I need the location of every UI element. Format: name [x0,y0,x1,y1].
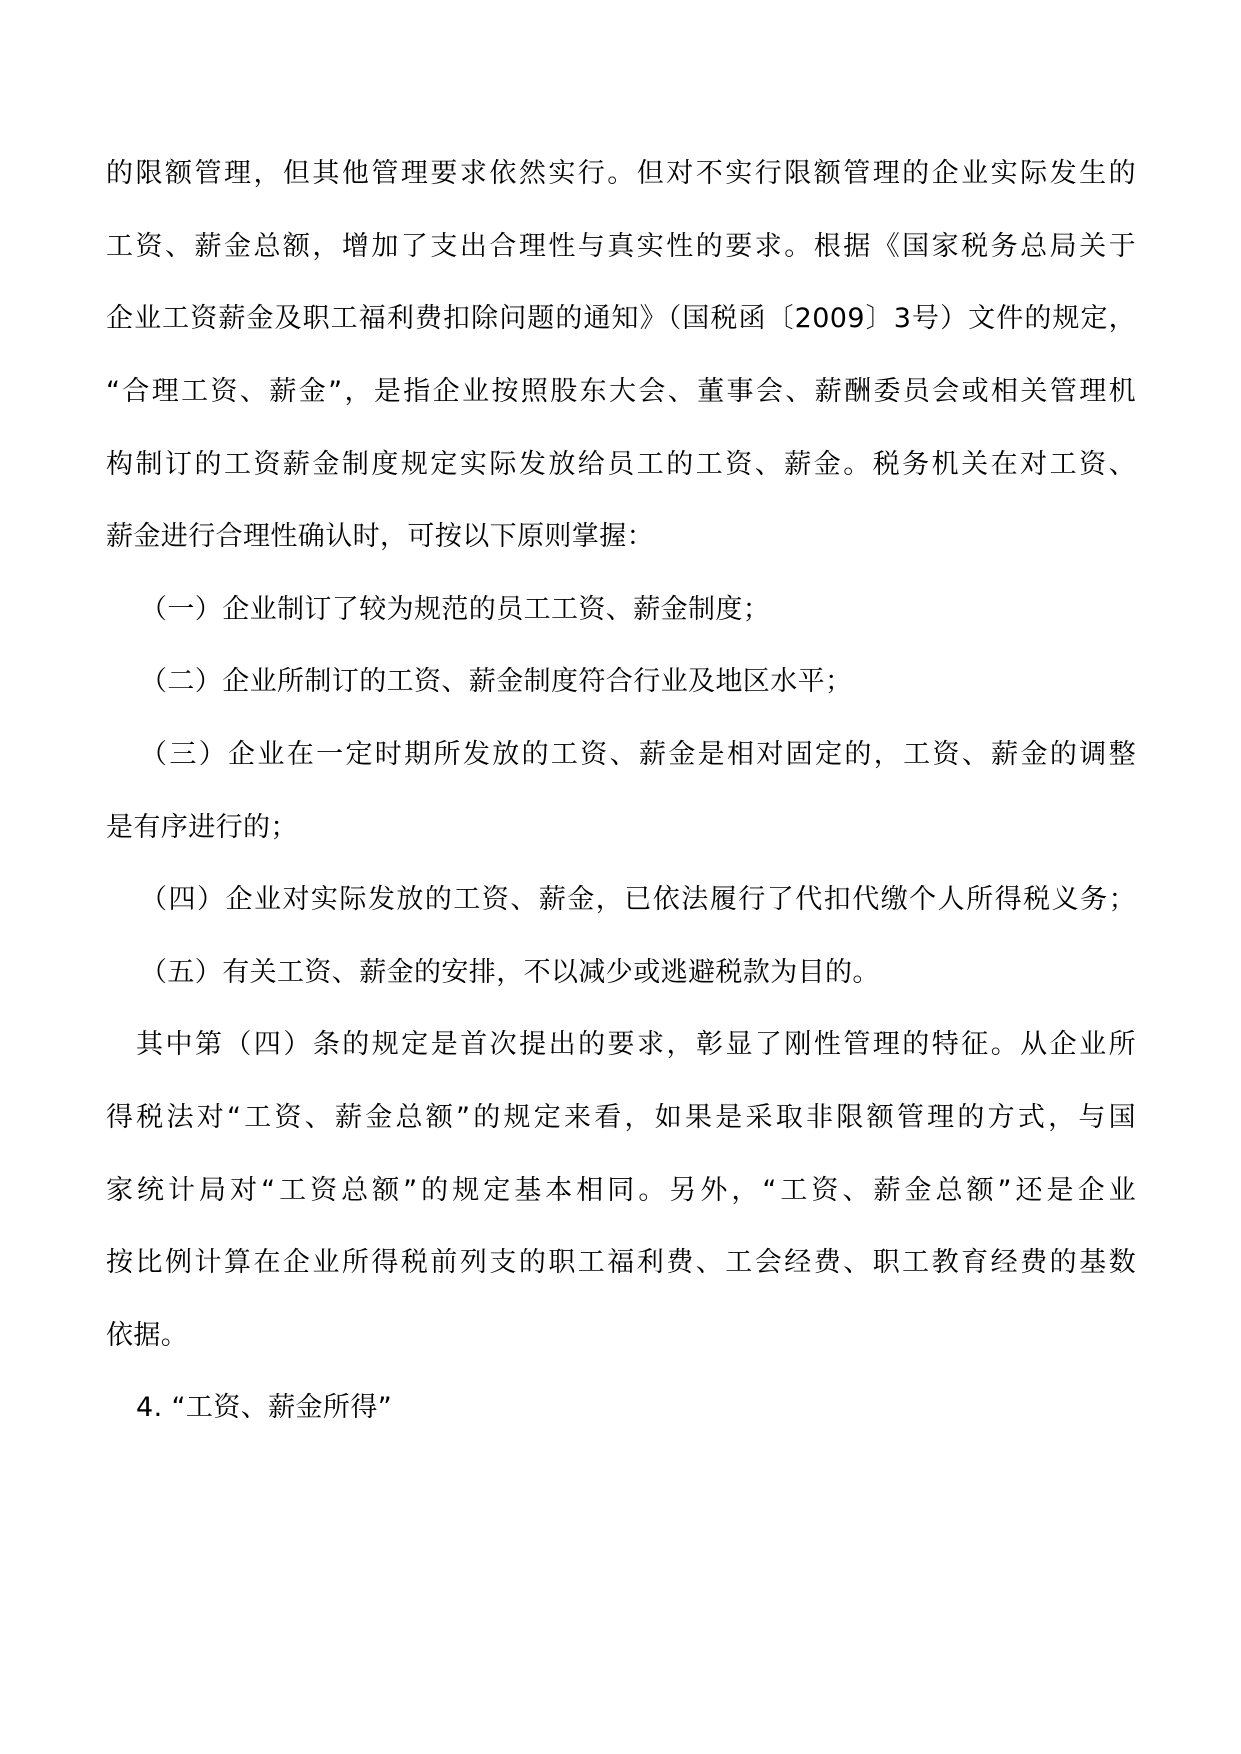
paragraph-2-line-1: 其中第（四）条的规定是首次提出的要求，彰显了刚性管理的特征。从企业所 [136,1029,1136,1060]
paragraph-1-line-2: 工资、薪金总额，增加了支出合理性与真实性的要求。根据《国家税务总局关于 [106,231,1136,262]
list-item-3-line-2: 是有序进行的； [106,812,298,843]
list-item-1: （一）企业制订了较为规范的员工工资、薪金制度； [140,594,771,625]
paragraph-2-line-5: 依据。 [106,1320,189,1351]
list-item-2: （二）企业所制订的工资、薪金制度符合行业及地区水平； [140,666,853,697]
paragraph-2-line-4: 按比例计算在企业所得税前列支的职工福利费、工会经费、职工教育经费的基数 [106,1247,1136,1278]
paragraph-1-line-3: 企业工资薪金及职工福利费扣除问题的通知》（国税函〔2009〕3号）文件的规定， [106,303,1136,334]
paragraph-1-line-1: 的限额管理，但其他管理要求依然实行。但对不实行限额管理的企业实际发生的 [106,158,1136,189]
list-item-5: （五）有关工资、薪金的安排，不以减少或逃避税款为目的。 [140,957,880,988]
section-heading-4: 4. “工资、薪金所得” [136,1392,393,1423]
paragraph-1-line-5: 构制订的工资薪金制度规定实际发放给员工的工资、薪金。税务机关在对工资、 [106,449,1136,480]
paragraph-2-line-3: 家统计局对“工资总额”的规定基本相同。另外，“工资、薪金总额”还是企业 [106,1175,1136,1206]
paragraph-1-line-6: 薪金进行合理性确认时，可按以下原则掌握： [106,521,654,552]
list-item-3-line-1: （三）企业在一定时期所发放的工资、薪金是相对固定的，工资、薪金的调整 [140,739,1136,770]
paragraph-1-line-4: “合理工资、薪金”，是指企业按照股东大会、董事会、薪酬委员会或相关管理机 [106,376,1136,407]
list-item-4: （四）企业对实际发放的工资、薪金，已依法履行了代扣代缴个人所得税义务； [140,884,1136,915]
paragraph-2-line-2: 得税法对“工资、薪金总额”的规定来看，如果是采取非限额管理的方式，与国 [106,1102,1136,1133]
